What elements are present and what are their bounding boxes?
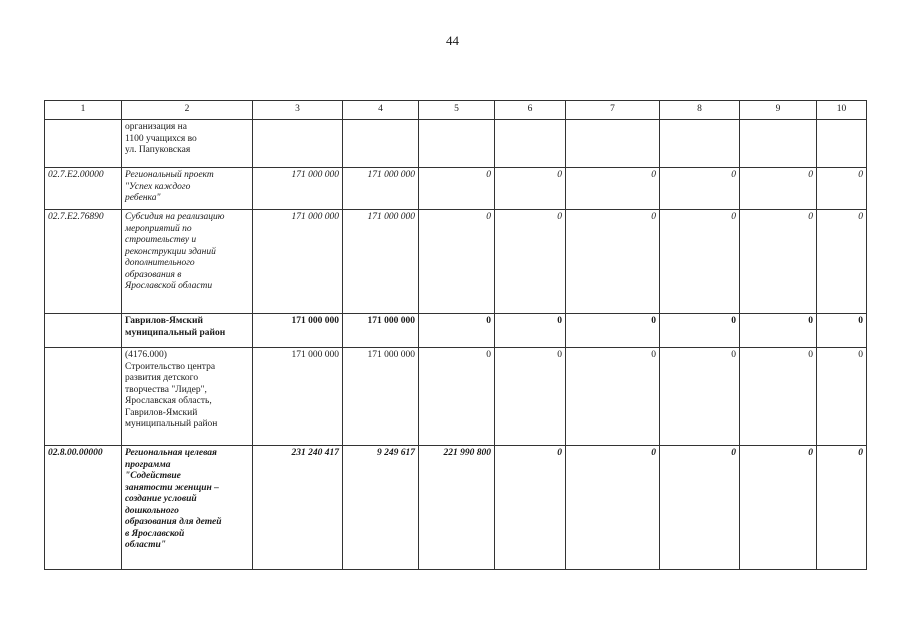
row-value: 9 249 617 [343,446,419,570]
col-header: 10 [817,101,867,120]
row-value: 0 [660,210,740,314]
row-value: 0 [740,314,817,348]
row-value: 0 [495,314,566,348]
row-name: Региональный проект "Успех каждого ребенка" [122,168,253,210]
row-value [253,120,343,168]
table-row [45,120,867,168]
col-header: 9 [740,101,817,120]
table-row [45,168,867,210]
row-value: 231 240 417 [253,446,343,570]
table-row [45,210,867,314]
row-value: 0 [817,348,867,446]
header-row [45,101,867,120]
row-value: 0 [566,210,660,314]
row-value: 0 [419,314,495,348]
row-value: 0 [566,314,660,348]
row-code [45,120,122,168]
row-value: 0 [817,314,867,348]
col-header: 7 [566,101,660,120]
row-value: 0 [740,210,817,314]
row-value: 0 [495,168,566,210]
row-value: 0 [660,348,740,446]
col-header: 6 [495,101,566,120]
row-value [566,120,660,168]
row-value: 0 [495,348,566,446]
row-value: 0 [817,446,867,570]
table-row [45,446,867,570]
row-value: 0 [660,168,740,210]
row-value [740,120,817,168]
row-code: 02.7.E2.00000 [45,168,122,210]
col-header: 5 [419,101,495,120]
row-value [419,120,495,168]
row-value: 0 [419,210,495,314]
row-name: Субсидия на реализацию мероприятий по строительству и реконструкции зданий дополнительного образования в Ярославской области [122,210,253,314]
row-value [495,120,566,168]
row-value: 0 [495,446,566,570]
row-value: 171 000 000 [253,314,343,348]
page-number: 44 [446,33,459,48]
table-row [45,348,867,446]
row-value: 0 [660,314,740,348]
row-value: 0 [817,168,867,210]
row-code [45,348,122,446]
row-value [343,120,419,168]
row-name: Региональная целевая программа "Содействие занятости женщин – создание условий дошкольного образования для детей в Ярославской области" [122,446,253,570]
row-code: 02.7.E2.76890 [45,210,122,314]
row-value: 0 [740,168,817,210]
row-code: 02.8.00.00000 [45,446,122,570]
row-value: 171 000 000 [343,314,419,348]
row-value: 221 990 800 [419,446,495,570]
row-value: 171 000 000 [253,348,343,446]
row-value: 0 [566,168,660,210]
row-value: 171 000 000 [343,348,419,446]
row-name: Гаврилов-Ямский муниципальный район [122,314,253,348]
budget-table [44,100,867,570]
row-value: 0 [740,348,817,446]
col-header: 4 [343,101,419,120]
row-value: 0 [495,210,566,314]
row-name: организация на 1100 учащихся во ул. Папуковская [122,120,253,168]
col-header: 3 [253,101,343,120]
row-value: 0 [566,348,660,446]
row-value [817,120,867,168]
row-value: 0 [817,210,867,314]
row-value: 0 [566,446,660,570]
row-value: 0 [660,446,740,570]
table-row [45,314,867,348]
col-header: 2 [122,101,253,120]
row-value: 171 000 000 [253,210,343,314]
row-value: 171 000 000 [343,168,419,210]
row-value: 0 [740,446,817,570]
col-header: 8 [660,101,740,120]
row-code [45,314,122,348]
row-value: 0 [419,348,495,446]
row-value [660,120,740,168]
col-header: 1 [45,101,122,120]
row-value: 171 000 000 [343,210,419,314]
row-value: 0 [419,168,495,210]
row-value: 171 000 000 [253,168,343,210]
row-name: (4176.000) Строительство центра развития детского творчества "Лидер", Ярославская область, Гаврилов-Ямский муниципальный район [122,348,253,446]
